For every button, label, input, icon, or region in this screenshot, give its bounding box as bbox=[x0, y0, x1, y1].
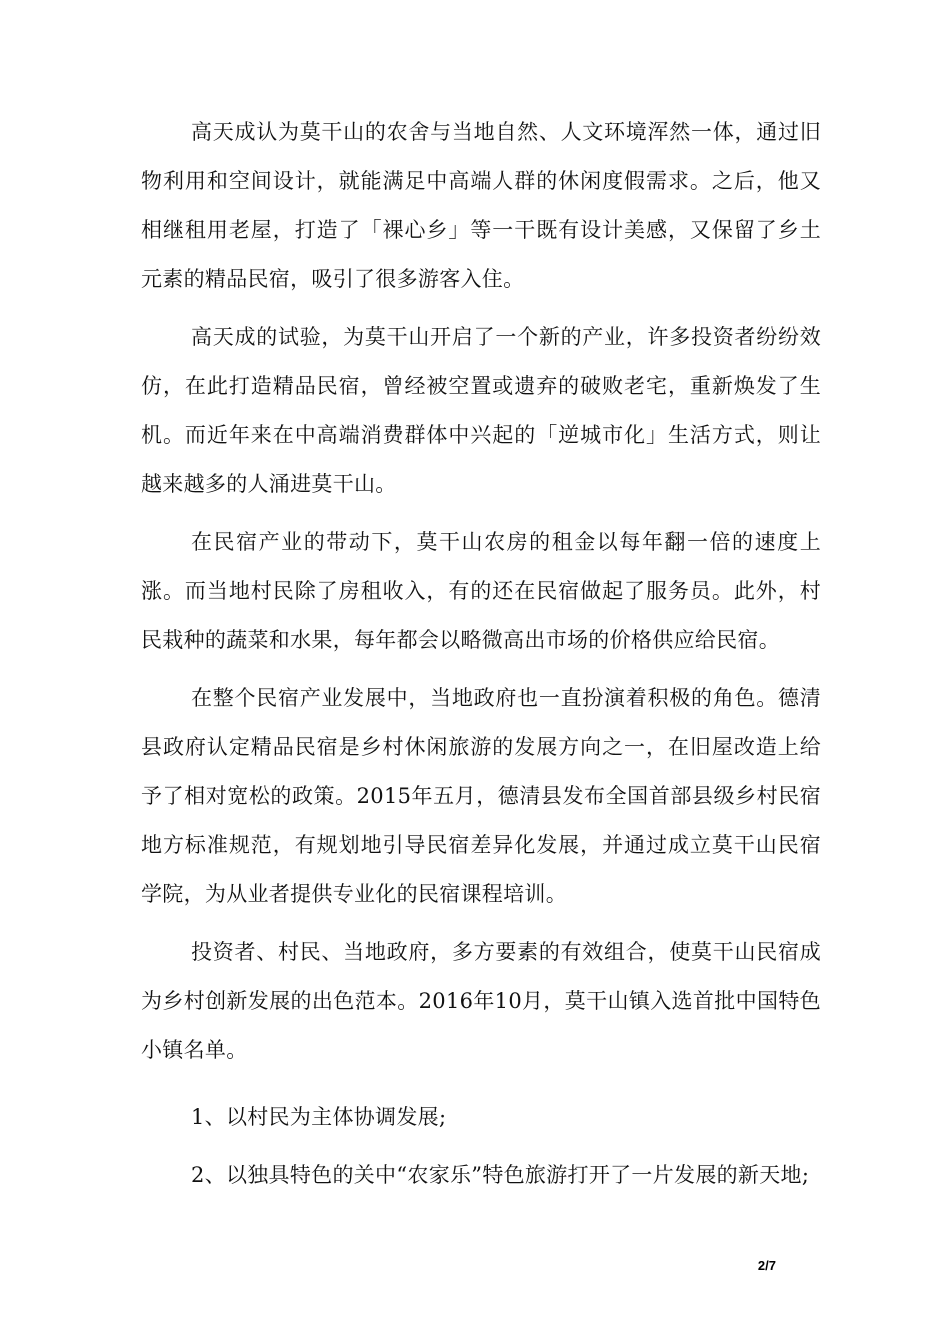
paragraph: 高天成的试验，为莫干山开启了一个新的产业，许多投资者纷纷效仿，在此打造精品民宿，曾经被空置或遗弃的破败老宅，重新焕发了生机。而近年来在中高端消费群体中兴起的「逆城市化」生活方式，则让越来越多的人涌进莫干山。 bbox=[141, 325, 821, 496]
paragraph: 高天成认为莫干山的农舍与当地自然、人文环境浑然一体，通过旧物利用和空间设计，就能满足中高端人群的休闲度假需求。之后，他又相继租用老屋，打造了「裸心乡」等一干既有设计美感，又保留了乡土元素的精品民宿，吸引了很多游客入住。 bbox=[141, 120, 821, 291]
page-number: 2/7 bbox=[757, 1258, 776, 1273]
paragraph: 投资者、村民、当地政府，多方要素的有效组合，使莫干山民宿成为乡村创新发展的出色范本。2016年10月，莫干山镇入选首批中国特色小镇名单。 bbox=[141, 940, 821, 1062]
list-item: 1、以村民为主体协调发展; bbox=[191, 1105, 447, 1129]
document-body bbox=[141, 108, 821, 1209]
list-item: 2、以独具特色的关中“农家乐”特色旅游打开了一片发展的新天地; bbox=[191, 1163, 810, 1187]
paragraph: 在整个民宿产业发展中，当地政府也一直扮演着积极的角色。德清县政府认定精品民宿是乡村休闲旅游的发展方向之一，在旧屋改造上给予了相对宽松的政策。2015年五月，德清县发布全国首部县级乡村民宿地方标准规范，有规划地引导民宿差异化发展，并通过成立莫干山民宿学院，为从业者提供专业化的民宿课程培训。 bbox=[141, 686, 821, 906]
paragraph: 在民宿产业的带动下，莫干山农房的租金以每年翻一倍的速度上涨。而当地村民除了房租收入，有的还在民宿做起了服务员。此外，村民栽种的蔬菜和水果，每年都会以略微高出市场的价格供应给民宿。 bbox=[141, 530, 821, 652]
